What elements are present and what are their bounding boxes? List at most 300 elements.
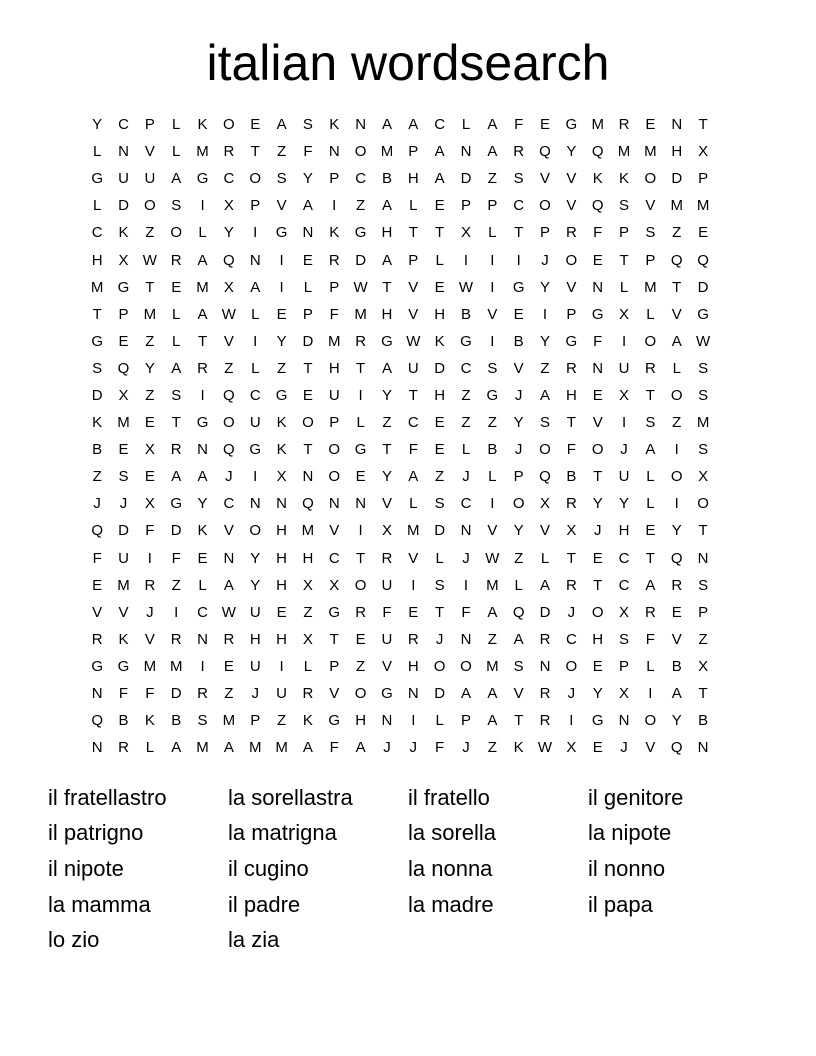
grid-letter: C (460, 495, 472, 513)
grid-letter: X (619, 386, 630, 404)
grid-letter: V (408, 278, 419, 296)
word-item: il patrigno (48, 820, 144, 846)
grid-letter: A (302, 197, 313, 215)
grid-letter: V (329, 522, 340, 540)
grid-letter: S (698, 441, 709, 459)
grid-letter: M (486, 576, 499, 594)
grid-letter: Q (117, 359, 130, 377)
grid-letter: H (407, 657, 419, 675)
grid-letter: R (565, 359, 577, 377)
grid-letter: A (645, 441, 656, 459)
grid-letter: A (381, 251, 392, 269)
grid-letter: B (381, 170, 392, 188)
word-list-row (48, 780, 808, 816)
grid-letter: G (460, 332, 472, 350)
grid-letter: T (645, 549, 655, 567)
grid-letter: N (355, 495, 367, 513)
grid-letter: S (645, 414, 656, 432)
grid-letter: F (171, 549, 181, 567)
grid-letter: D (671, 170, 683, 188)
grid-letter: X (302, 630, 313, 648)
grid-letter: Z (698, 630, 708, 648)
grid-letter: V (540, 522, 551, 540)
grid-letter: T (303, 441, 313, 459)
grid-letter: Q (512, 603, 525, 621)
grid-letter: T (382, 441, 392, 459)
grid-letter: R (355, 332, 367, 350)
grid-letter: W (221, 305, 236, 323)
grid-letter: Y (592, 495, 603, 513)
grid-letter: L (672, 359, 681, 377)
grid-letter: J (567, 603, 576, 621)
grid-letter: L (619, 278, 629, 296)
grid-letter: R (644, 359, 656, 377)
grid-letter: R (513, 143, 525, 161)
grid-letter: R (91, 630, 103, 648)
grid-letter: E (276, 305, 287, 323)
grid-letter: H (249, 630, 261, 648)
grid-letter: J (620, 441, 628, 459)
grid-letter: H (328, 359, 340, 377)
grid-letter: O (670, 468, 683, 486)
grid-letter: T (566, 549, 576, 567)
grid-letter: K (329, 224, 340, 242)
grid-letter: B (460, 305, 471, 323)
grid-letter: R (118, 739, 129, 757)
grid-letter: S (171, 197, 182, 215)
grid-letter: E (92, 576, 103, 594)
grid-letter: A (487, 712, 498, 730)
grid-letter: O (644, 712, 657, 730)
grid-letter: Y (540, 332, 551, 350)
grid-letter: A (197, 468, 208, 486)
grid-letter: Y (513, 522, 524, 540)
grid-letter: G (591, 712, 604, 730)
grid-letter: E (302, 251, 313, 269)
grid-letter: M (196, 739, 209, 757)
grid-letter: X (302, 576, 313, 594)
grid-letter: V (566, 278, 577, 296)
grid-letter: S (92, 359, 103, 377)
grid-letter: B (171, 712, 182, 730)
grid-letter: C (328, 549, 340, 567)
grid-letter: E (302, 386, 313, 404)
grid-letter: F (566, 441, 576, 459)
grid-letter: Q (670, 549, 683, 567)
grid-letter: T (303, 359, 313, 377)
grid-letter: M (644, 278, 657, 296)
grid-letter: X (619, 685, 630, 703)
grid-letter: S (540, 414, 551, 432)
grid-letter: Z (356, 657, 366, 675)
grid-letter: J (462, 549, 470, 567)
grid-letter: O (591, 441, 604, 459)
word-item: la madre (408, 891, 494, 917)
grid-letter: K (592, 170, 603, 188)
grid-letter: Y (223, 224, 234, 242)
grid-letter: Z (145, 332, 155, 350)
grid-letter: G (486, 386, 499, 404)
word-list-row (48, 922, 808, 958)
grid-letter: L (145, 739, 155, 757)
word-item: la zia (228, 927, 280, 953)
grid-letter: S (619, 197, 630, 215)
grid-letter: K (118, 630, 129, 648)
grid-letter: A (487, 143, 498, 161)
grid-letter: E (592, 657, 603, 675)
grid-letter: V (566, 197, 577, 215)
grid-letter: T (566, 414, 576, 432)
grid-letter: K (276, 441, 287, 459)
grid-letter: T (672, 278, 682, 296)
grid-letter: A (540, 576, 551, 594)
grid-letter: P (329, 657, 340, 675)
grid-letter: Z (461, 414, 471, 432)
grid-letter: D (118, 197, 129, 215)
grid-letter: O (249, 170, 262, 188)
grid-letter: X (698, 657, 709, 675)
grid-letter: U (381, 576, 393, 594)
grid-letter: X (329, 576, 340, 594)
grid-letter: K (197, 116, 208, 134)
grid-letter: E (144, 468, 155, 486)
word-item: la nonna (408, 855, 493, 881)
grid-letter: E (513, 305, 524, 323)
grid-letter: Q (91, 712, 103, 730)
grid-letter: C (118, 116, 129, 134)
grid-letter: P (250, 197, 261, 215)
grid-letter: W (406, 332, 421, 350)
grid-letter: B (566, 468, 577, 486)
grid-letter: D (434, 359, 446, 377)
grid-letter: I (279, 278, 284, 296)
grid-letter: N (249, 251, 261, 269)
grid-letter: L (646, 657, 655, 675)
grid-letter: N (328, 495, 340, 513)
grid-letter: F (145, 685, 155, 703)
grid-letter: L (251, 359, 260, 377)
grid-letter: H (381, 305, 393, 323)
grid-letter: M (380, 143, 394, 161)
grid-letter: P (698, 603, 709, 621)
grid-letter: V (513, 359, 524, 377)
grid-letter: G (591, 305, 604, 323)
grid-letter: T (250, 143, 260, 161)
grid-letter: L (461, 441, 471, 459)
grid-letter: I (463, 576, 469, 594)
grid-letter: Z (487, 170, 497, 188)
grid-letter: G (196, 170, 209, 188)
grid-row (84, 653, 716, 680)
grid-letter: M (696, 197, 710, 215)
grid-letter: S (698, 386, 709, 404)
grid-letter: O (539, 197, 551, 215)
grid-letter: A (460, 685, 471, 703)
grid-letter: L (93, 143, 102, 161)
grid-letter: A (197, 251, 208, 269)
grid-letter: T (593, 468, 603, 486)
grid-letter: E (197, 549, 208, 567)
grid-letter: E (434, 441, 445, 459)
grid-letter: Z (224, 685, 234, 703)
grid-letter: L (646, 468, 655, 486)
grid-letter: A (276, 116, 287, 134)
grid-letter: K (276, 414, 287, 432)
grid-letter: J (409, 739, 418, 757)
grid-letter: M (591, 116, 604, 134)
grid-letter: R (539, 712, 551, 730)
grid-letter: A (197, 305, 208, 323)
grid-letter: V (276, 197, 287, 215)
grid-letter: D (170, 685, 182, 703)
grid-letter: C (434, 116, 446, 134)
grid-letter: Q (591, 197, 604, 215)
grid-letter: A (250, 278, 261, 296)
grid-letter: S (302, 116, 313, 134)
grid-row (84, 572, 716, 599)
grid-letter: G (381, 685, 393, 703)
grid-letter: G (275, 224, 288, 242)
grid-letter: C (407, 414, 419, 432)
grid-letter: D (355, 251, 367, 269)
grid-letter: T (698, 685, 708, 703)
grid-letter: S (645, 224, 656, 242)
grid-letter: N (460, 143, 472, 161)
grid-row (84, 517, 716, 544)
grid-letter: M (670, 197, 683, 215)
grid-letter: N (328, 143, 340, 161)
grid-letter: T (514, 224, 524, 242)
grid-letter: I (621, 332, 627, 350)
grid-letter: O (170, 224, 183, 242)
grid-letter: H (407, 170, 419, 188)
grid-letter: R (170, 441, 182, 459)
grid-letter: U (118, 170, 129, 188)
grid-letter: N (618, 712, 630, 730)
grid-letter: Q (223, 441, 235, 459)
grid-letter: I (569, 712, 574, 730)
grid-letter: P (460, 712, 471, 730)
grid-letter: A (408, 116, 419, 134)
grid-letter: V (381, 657, 392, 675)
grid-letter: C (223, 495, 235, 513)
grid-letter: C (249, 386, 261, 404)
grid-letter: X (118, 386, 129, 404)
grid-letter: Z (92, 468, 102, 486)
grid-letter: G (328, 603, 341, 621)
word-item: la matrigna (228, 820, 337, 846)
grid-letter: M (407, 522, 420, 540)
grid-letter: U (618, 359, 630, 377)
grid-letter: S (171, 386, 182, 404)
grid-letter: T (514, 712, 524, 730)
grid-letter: D (434, 685, 446, 703)
grid-letter: I (279, 657, 284, 675)
grid-letter: L (461, 116, 471, 134)
grid-letter: S (487, 359, 498, 377)
grid-letter: E (118, 332, 129, 350)
grid-letter: L (646, 495, 655, 513)
grid-letter: K (619, 170, 630, 188)
grid-letter: P (540, 224, 551, 242)
word-item: il genitore (588, 784, 684, 810)
grid-letter: Z (382, 414, 392, 432)
grid-letter: H (302, 549, 314, 567)
grid-letter: X (381, 522, 392, 540)
word-item: il papa (588, 891, 653, 917)
grid-letter: L (356, 414, 365, 432)
word-item: la nipote (588, 820, 672, 846)
grid-letter: N (118, 143, 129, 161)
grid-letter: H (671, 143, 683, 161)
grid-letter: J (567, 685, 576, 703)
grid-letter: Y (540, 278, 551, 296)
grid-letter: C (91, 224, 103, 242)
letter-grid (84, 111, 716, 761)
grid-letter: L (488, 468, 497, 486)
grid-letter: R (223, 143, 235, 161)
grid-letter: O (354, 143, 367, 161)
grid-letter: S (434, 576, 445, 594)
grid-row (84, 111, 716, 138)
grid-letter: I (674, 441, 679, 459)
grid-letter: N (223, 549, 235, 567)
grid-letter: R (565, 224, 577, 242)
grid-letter: Y (250, 576, 261, 594)
grid-letter: M (248, 739, 262, 757)
grid-letter: N (697, 739, 709, 757)
grid-letter: N (276, 495, 287, 513)
grid-letter: U (249, 414, 261, 432)
grid-letter: L (646, 305, 655, 323)
grid-letter: R (565, 576, 577, 594)
grid-row (84, 192, 716, 219)
grid-letter: G (565, 332, 578, 350)
grid-letter: C (223, 170, 235, 188)
grid-letter: I (490, 251, 495, 269)
grid-letter: C (513, 197, 525, 215)
grid-letter: I (674, 495, 679, 513)
grid-letter: N (197, 441, 208, 459)
grid-letter: A (171, 739, 182, 757)
grid-letter: E (592, 386, 603, 404)
grid-letter: M (696, 414, 710, 432)
grid-letter: N (249, 495, 261, 513)
grid-letter: P (698, 170, 709, 188)
grid-letter: G (381, 332, 393, 350)
grid-letter: M (90, 278, 104, 296)
grid-letter: J (593, 522, 602, 540)
grid-letter: G (697, 305, 709, 323)
grid-letter: F (435, 739, 445, 757)
grid-letter: Q (302, 495, 314, 513)
grid-letter: J (93, 495, 101, 513)
grid-row (84, 301, 716, 328)
grid-letter: O (354, 685, 367, 703)
grid-letter: P (144, 116, 155, 134)
grid-letter: Z (435, 468, 445, 486)
grid-letter: Y (671, 712, 682, 730)
grid-letter: Z (672, 414, 682, 432)
grid-letter: V (408, 549, 419, 567)
grid-letter: L (409, 495, 418, 513)
grid-letter: M (117, 414, 130, 432)
grid-letter: I (332, 197, 337, 215)
grid-letter: G (565, 116, 578, 134)
grid-letter: Z (487, 739, 497, 757)
grid-letter: S (698, 576, 709, 594)
grid-letter: V (513, 685, 524, 703)
grid-letter: L (435, 549, 444, 567)
grid-letter: H (434, 386, 446, 404)
word-item: il cugino (228, 855, 309, 881)
grid-letter: Q (91, 522, 103, 540)
grid-letter: R (618, 116, 630, 134)
grid-letter: O (644, 332, 657, 350)
grid-letter: G (91, 170, 103, 188)
grid-letter: P (329, 170, 340, 188)
grid-letter: V (645, 739, 656, 757)
grid-letter: M (143, 305, 157, 323)
grid-letter: X (223, 197, 234, 215)
grid-letter: O (539, 441, 551, 459)
grid-letter: Z (276, 712, 287, 730)
grid-letter: F (382, 603, 392, 621)
grid-letter: Z (224, 359, 234, 377)
grid-letter: N (592, 278, 604, 296)
grid-letter: S (513, 170, 524, 188)
word-list-row (48, 816, 808, 852)
grid-letter: P (329, 278, 340, 296)
grid-letter: V (671, 305, 682, 323)
grid-letter: G (354, 224, 367, 242)
grid-letter: X (698, 468, 709, 486)
grid-letter: L (172, 116, 181, 134)
grid-letter: U (618, 468, 630, 486)
grid-letter: Y (144, 359, 155, 377)
word-item: la sorella (408, 820, 497, 846)
grid-letter: R (197, 359, 208, 377)
grid-row (84, 165, 716, 192)
grid-letter: E (223, 657, 234, 675)
grid-letter: S (118, 468, 129, 486)
grid-letter: J (383, 739, 391, 757)
grid-letter: I (490, 495, 495, 513)
grid-letter: P (302, 305, 313, 323)
grid-letter: X (540, 495, 551, 513)
grid-row (84, 599, 716, 626)
grid-letter: L (172, 332, 181, 350)
grid-letter: O (670, 386, 683, 404)
grid-letter: N (355, 116, 367, 134)
grid-letter: R (539, 685, 551, 703)
grid-letter: R (539, 630, 551, 648)
grid-row (84, 626, 716, 653)
grid-letter: Q (539, 468, 551, 486)
grid-letter: E (408, 603, 419, 621)
grid-letter: F (145, 522, 155, 540)
grid-letter: E (434, 278, 445, 296)
grid-letter: Y (197, 495, 208, 513)
grid-letter: H (276, 522, 287, 540)
grid-letter: Y (276, 332, 287, 350)
grid-letter: N (91, 685, 103, 703)
grid-letter: Y (619, 495, 630, 513)
grid-letter: X (566, 739, 577, 757)
grid-row (84, 436, 716, 463)
grid-letter: A (223, 576, 234, 594)
grid-row (84, 463, 716, 490)
